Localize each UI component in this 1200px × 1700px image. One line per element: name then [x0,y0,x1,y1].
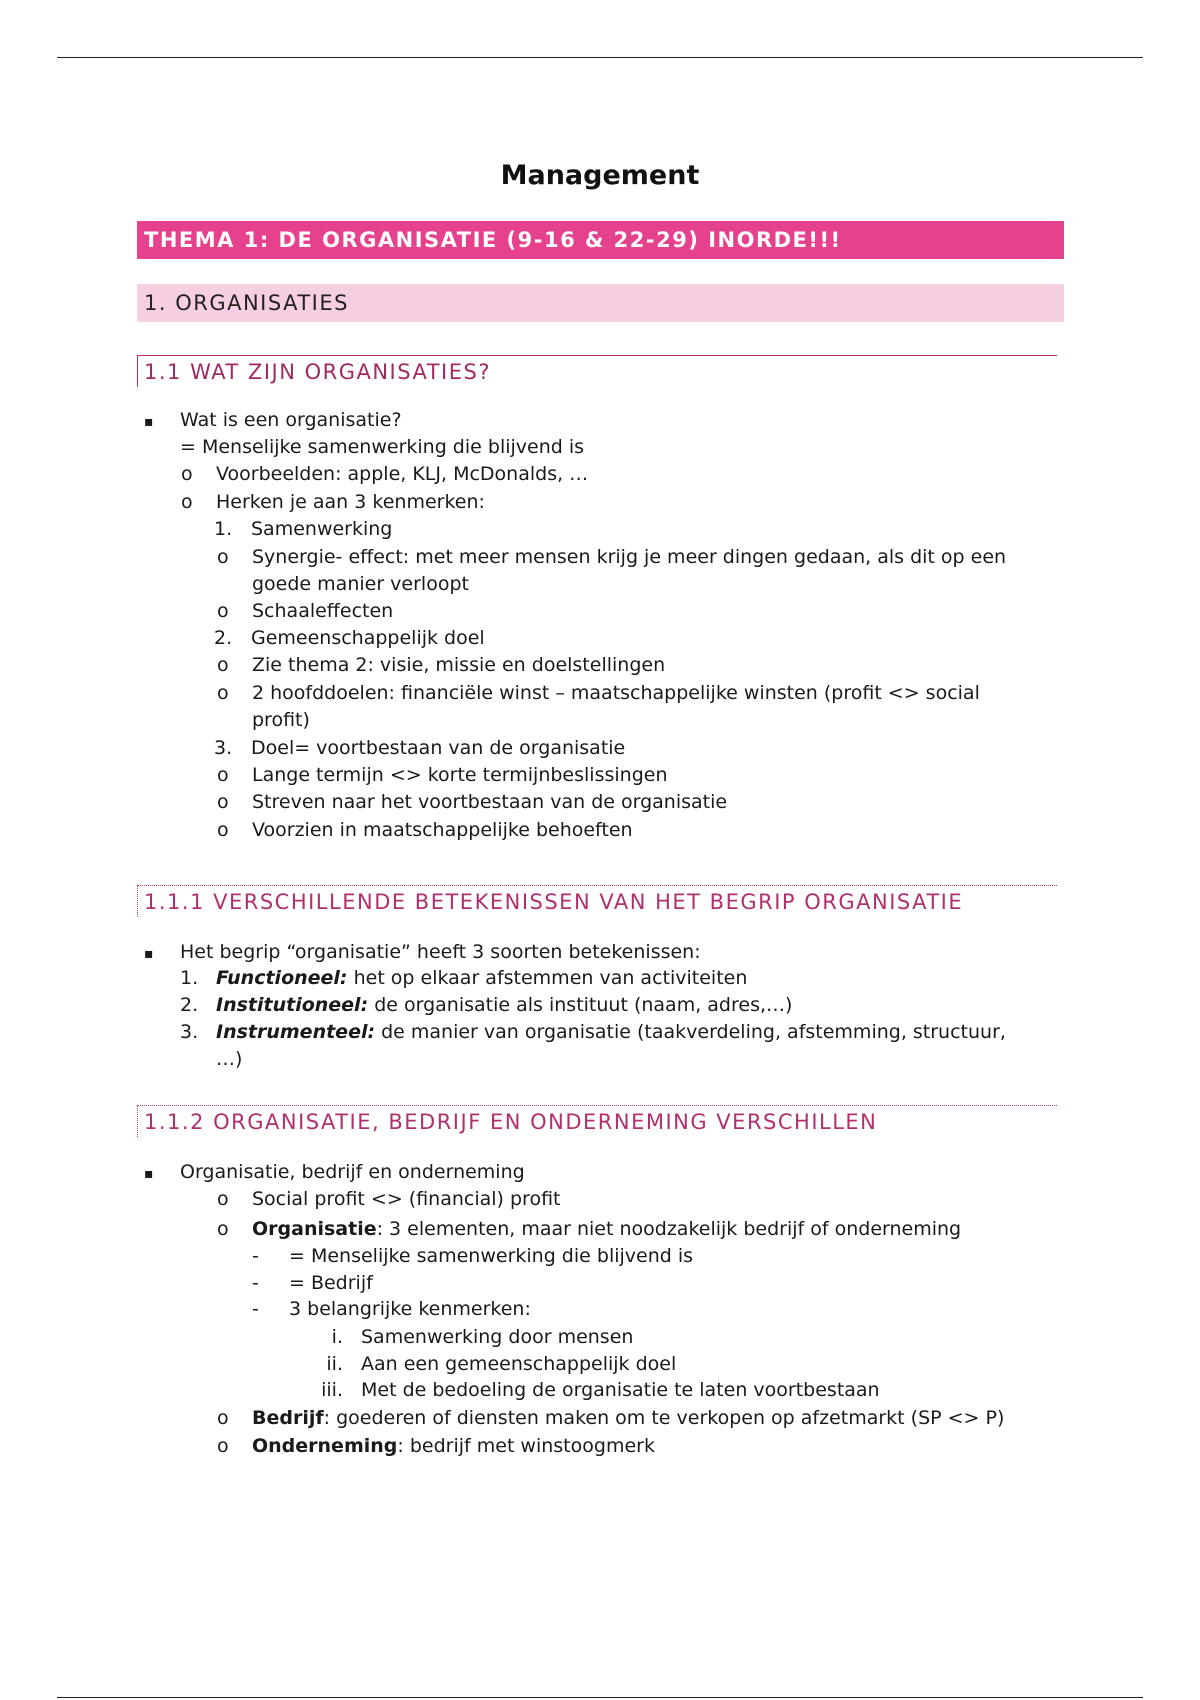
list-item: Aan een gemeenschappelijk doel [361,1353,677,1375]
page-title: Management [500,160,700,191]
list-number: 3. [214,737,233,759]
dash-bullet-icon: - [252,1272,259,1294]
list-item: Bedrijf: goederen of diensten maken om te verkopen op afzetmarkt (SP <> P) [252,1407,1005,1429]
list-item: 3 belangrijke kenmerken: [289,1298,531,1320]
list-item: Doel= voortbestaan van de organisatie [251,737,626,759]
list-item: 2 hoofddoelen: financiële winst – maatschappelijke winsten (profit <> social [252,682,980,704]
section-heading-1-1-1: 1.1.1 VERSCHILLENDE BETEKENISSEN VAN HET BEGRIP ORGANISATIE [137,885,1057,917]
section-heading-1-1: 1.1 WAT ZIJN ORGANISATIES? [137,355,1057,387]
list-item: Samenwerking [251,518,393,540]
chapter-heading: 1. ORGANISATIES [137,284,1064,322]
circle-bullet-icon: o [217,791,229,813]
term-instrumenteel: Instrumenteel: [216,1021,376,1043]
list-number: 2. [214,627,233,649]
list-item: Organisatie: 3 elementen, maar niet noodzakelijk bedrijf of onderneming [252,1218,962,1240]
list-item: Synergie- effect: met meer mensen krijg je meer dingen gedaan, als dit op een [252,546,1007,568]
list-item: Voorbeelden: apple, KLJ, McDonalds, … [216,463,589,485]
roman-numeral: iii. [321,1379,343,1401]
roman-numeral: ii. [326,1353,343,1375]
header-rule [57,57,1143,58]
section-heading-1-1-2: 1.1.2 ORGANISATIE, BEDRIJF EN ONDERNEMING VERSCHILLEN [137,1105,1057,1137]
list-item: Institutioneel: de organisatie als instituut (naam, adres,…) [216,994,793,1016]
list-item: = Bedrijf [289,1272,373,1294]
term-institutioneel: Institutioneel: [216,994,369,1016]
list-item: Instrumenteel: de manier van organisatie (taakverdeling, afstemming, structuur, [216,1021,1006,1043]
list-item: = Menselijke samenwerking die blijvend is [180,436,585,458]
list-item: profit) [252,709,310,731]
theme-heading: THEMA 1: DE ORGANISATIE (9-16 & 22-29) INORDE!!! [137,221,1064,259]
list-number: 2. [180,994,199,1016]
circle-bullet-icon: o [181,463,193,485]
circle-bullet-icon: o [181,491,193,513]
list-item: Herken je aan 3 kenmerken: [216,491,485,513]
list-item: …) [216,1048,243,1070]
list-item: Het begrip “organisatie” heeft 3 soorten betekenissen: [180,941,701,963]
list-number: 1. [214,518,233,540]
circle-bullet-icon: o [217,819,229,841]
list-item: Met de bedoeling de organisatie te laten voortbestaan [361,1379,880,1401]
list-item: Voorzien in maatschappelijke behoeften [252,819,633,841]
list-item: Functioneel: het op elkaar afstemmen van activiteiten [216,967,748,989]
list-item: Onderneming: bedrijf met winstoogmerk [252,1435,655,1457]
circle-bullet-icon: o [217,1435,229,1457]
circle-bullet-icon: o [217,764,229,786]
list-item: Gemeenschappelijk doel [251,627,485,649]
list-item: Zie thema 2: visie, missie en doelstellingen [252,654,666,676]
dash-bullet-icon: - [252,1298,259,1320]
term-functioneel: Functioneel: [216,967,348,989]
list-number: 3. [180,1021,199,1043]
term-onderneming: Onderneming [252,1435,398,1457]
term-organisatie: Organisatie [252,1218,377,1240]
square-bullet-icon: ▪ [144,414,154,430]
list-item: Social profit <> (financial) profit [252,1188,561,1210]
circle-bullet-icon: o [217,1218,229,1240]
list-item: Samenwerking door mensen [361,1326,634,1348]
square-bullet-icon: ▪ [144,946,154,962]
circle-bullet-icon: o [217,1188,229,1210]
list-item: Lange termijn <> korte termijnbeslissingen [252,764,668,786]
list-item: = Menselijke samenwerking die blijvend is [289,1245,694,1267]
circle-bullet-icon: o [217,682,229,704]
footer-rule [57,1697,1143,1698]
roman-numeral: i. [331,1326,343,1348]
dash-bullet-icon: - [252,1245,259,1267]
circle-bullet-icon: o [217,1407,229,1429]
list-item: Streven naar het voortbestaan van de organisatie [252,791,728,813]
square-bullet-icon: ▪ [144,1166,154,1182]
list-number: 1. [180,967,199,989]
circle-bullet-icon: o [217,600,229,622]
list-item: Organisatie, bedrijf en onderneming [180,1161,525,1183]
circle-bullet-icon: o [217,546,229,568]
list-item: Wat is een organisatie? [180,409,402,431]
term-bedrijf: Bedrijf [252,1407,324,1429]
list-item: goede manier verloopt [252,573,469,595]
list-item: Schaaleffecten [252,600,394,622]
circle-bullet-icon: o [217,654,229,676]
